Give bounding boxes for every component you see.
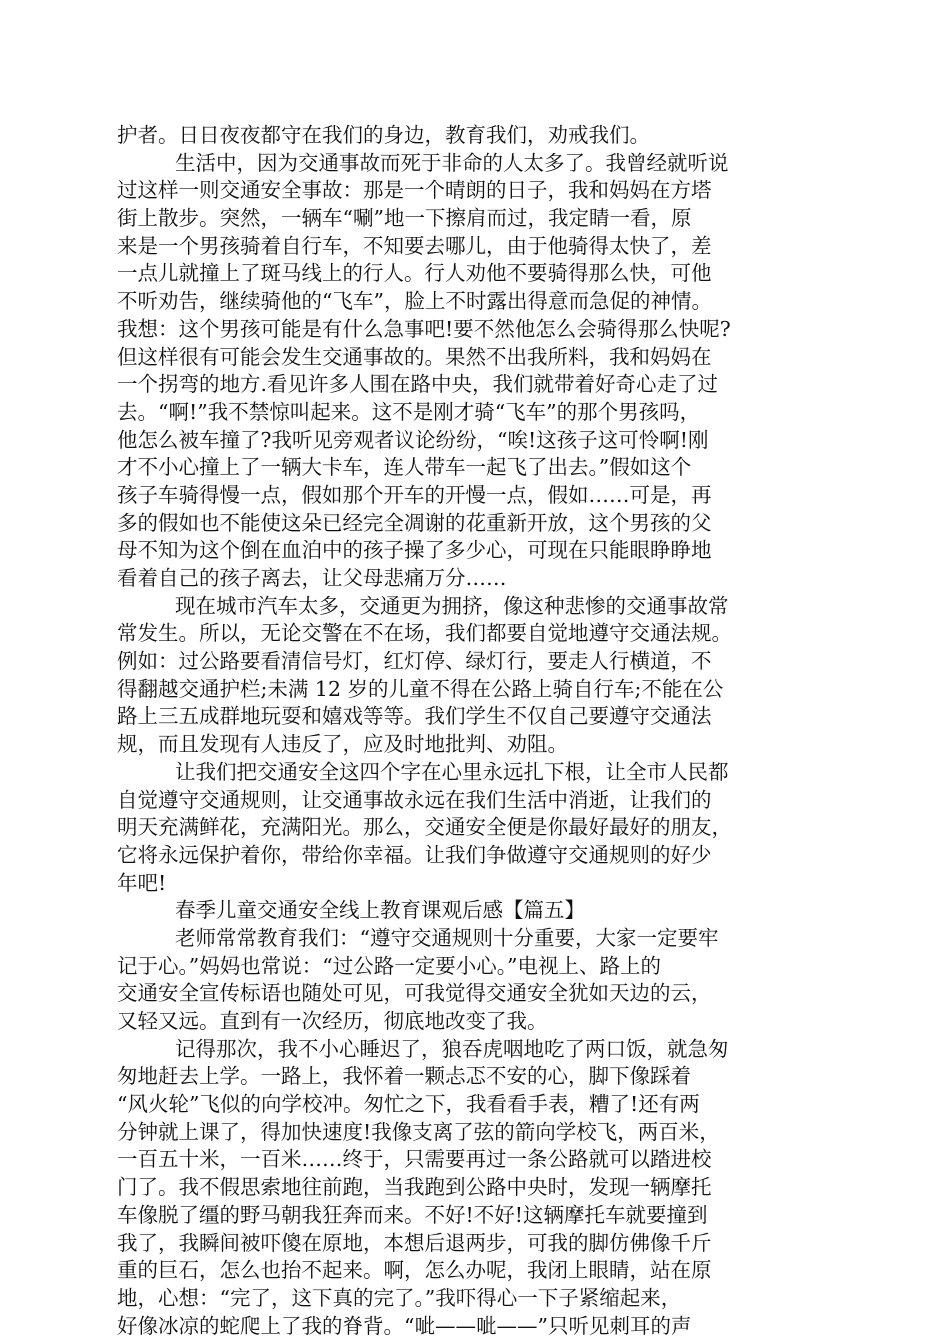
document-body (117, 122, 829, 1340)
text-line: “风火轮”飞似的向学校冲。匆忙之下，我看看手表，糟了!还有两 (117, 1092, 700, 1117)
text-line: 自觉遵守交通规则，让交通事故永远在我们生活中消逝，让我们的 (117, 787, 712, 812)
text-line: 一个拐弯的地方.看见许多人围在路中央，我们就带着好奇心走了过 (117, 372, 719, 397)
text-line: 街上散步。突然，一辆车“唰”地一下擦肩而过，我定睛一看，原 (117, 206, 692, 231)
text-line: 不听劝告，继续骑他的“飞车”，脸上不时露出得意而急促的神情。 (117, 289, 712, 314)
text-line: 例如：过公路要看清信号灯，红灯停、绿灯行，要走人行横道，不 (117, 649, 712, 674)
text-line: 地，心想：“完了，这下真的完了。”我吓得心一下子紧缩起来， (117, 1285, 682, 1310)
text-line: 孩子车骑得慢一点，假如那个开车的开慢一点，假如……可是，再 (117, 482, 712, 507)
text-line: 我想：这个男孩可能是有什么急事吧!要不然他怎么会骑得那么快呢? (117, 316, 731, 341)
text-line: 匆地赶去上学。一路上，我怀着一颗忐忑不安的心，脚下像踩着 (117, 1064, 691, 1089)
text-line: 车像脱了缰的野马朝我狂奔而来。不好!不好!这辆摩托车就要撞到 (117, 1202, 708, 1227)
text-line: 去。“啊!”我不禁惊叫起来。这不是刚才骑“飞车”的那个男孩吗， (117, 399, 701, 424)
text-line: 看着自己的孩子离去，让父母悲痛万分…… (117, 566, 507, 590)
text-line: 多的假如也不能使这朵已经完全凋谢的花重新开放，这个男孩的父 (117, 510, 712, 535)
text-line: 记于心。”妈妈也常说：“过公路一定要小心。”电视上、路上的 (117, 953, 661, 978)
text-line: 春季儿童交通安全线上教育课观后感【篇五】 (175, 898, 585, 923)
text-line: 老师常常教育我们：“遵守交通规则十分重要，大家一定要牢 (175, 925, 719, 950)
text-line: 好像冰凉的蛇爬上了我的脊背。“呲——呲——”只听见刺耳的声 (117, 1313, 692, 1338)
text-line: 得翻越交通护栏;未满 12 岁的儿童不得在公路上骑自行车;不能在公 (117, 676, 724, 701)
text-line: 现在城市汽车太多，交通更为拥挤，像这种悲惨的交通事故常 (175, 593, 729, 618)
text-line: 规，而且发现有人违反了，应及时地批判、劝阻。 (117, 732, 568, 757)
text-line: 但这样很有可能会发生交通事故的。果然不出我所料，我和妈妈在 (117, 344, 712, 369)
text-line: 常发生。所以，无论交警在不在场，我们都要自觉地遵守交通法规。 (117, 621, 732, 646)
text-line: 我了，我瞬间被吓傻在原地，本想后退两步，可我的脚仿佛像千斤 (117, 1230, 712, 1255)
text-line: 它将永远保护着你，带给你幸福。让我们争做遵守交通规则的好少 (117, 842, 712, 867)
text-line: 路上三五成群地玩耍和嬉戏等等。我们学生不仅自己要遵守交通法 (117, 704, 712, 729)
text-line: 重的巨石，怎么也抬不起来。啊，怎么办呢，我闭上眼睛，站在原 (117, 1258, 712, 1283)
text-line: 母不知为这个倒在血泊中的孩子操了多少心，可现在只能眼睁睁地 (117, 538, 712, 563)
text-line: 一百五十米，一百米……终于，只需要再过一条公路就可以踏进校 (117, 1147, 712, 1172)
text-line: 门了。我不假思索地往前跑，当我跑到公路中央时，发现一辆摩托 (117, 1175, 712, 1200)
text-line: 来是一个男孩骑着自行车，不知要去哪儿，由于他骑得太快了，差 (117, 233, 712, 258)
text-line: 生活中，因为交通事故而死于非命的人太多了。我曾经就听说 (175, 150, 729, 175)
text-line: 过这样一则交通安全事故：那是一个晴朗的日子，我和妈妈在方塔 (117, 178, 712, 203)
text-line: 明天充满鲜花，充满阳光。那么，交通安全便是你最好最好的朋友， (117, 815, 732, 840)
text-line: 记得那次，我不小心睡迟了，狼吞虎咽地吃了两口饭，就急匆 (175, 1036, 729, 1061)
text-line: 年吧! (117, 870, 167, 895)
text-line: 护者。日日夜夜都守在我们的身边，教育我们，劝戒我们。 (117, 123, 650, 147)
text-line: 又轻又远。直到有一次经历，彻底地改变了我。 (117, 1009, 548, 1033)
text-line: 分钟就上课了，得加快速度!我像支离了弦的箭向学校飞，两百米， (117, 1119, 720, 1144)
text-line: 交通安全宣传标语也随处可见，可我觉得交通安全犹如天边的云， (117, 981, 712, 1006)
text-line: 才不小心撞上了一辆大卡车，连人带车一起飞了出去。”假如这个 (117, 455, 692, 480)
text-line: 让我们把交通安全这四个字在心里永远扎下根，让全市人民都 (175, 759, 729, 784)
text-line: 他怎么被车撞了?我听见旁观者议论纷纷，“唉!这孩子这可怜啊!刚 (117, 427, 709, 452)
text-line: 一点儿就撞上了斑马线上的行人。行人劝他不要骑得那么快，可他 (117, 261, 712, 286)
